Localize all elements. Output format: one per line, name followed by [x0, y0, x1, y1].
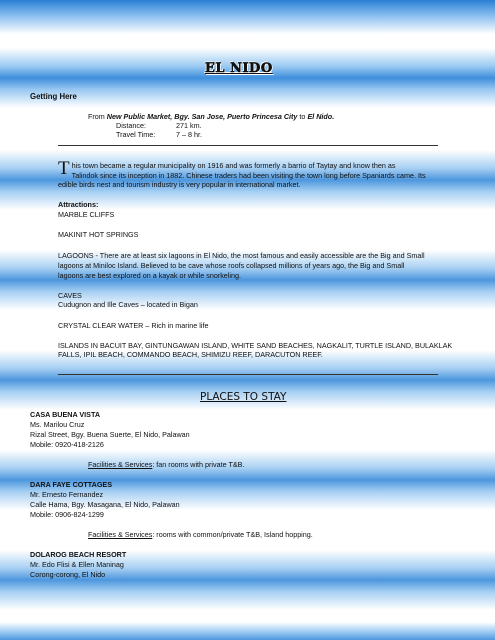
facilities-label: Facilities & Services — [88, 460, 153, 469]
divider-top — [58, 145, 438, 146]
page-title: EL NIDO — [205, 61, 273, 76]
intro-line-3: edible birds nest and tourism industry is very popular in international market. — [58, 180, 301, 190]
facilities-label: Facilities & Services — [88, 530, 153, 539]
place-contact: Mr. Edo Flisi & Ellen Maninag — [30, 560, 124, 569]
to-location: El Nido. — [307, 112, 335, 121]
intro-paragraph — [58, 158, 438, 190]
to-word: to — [297, 112, 308, 121]
distance-label: Distance: — [116, 121, 146, 130]
travel-time-value: 7 – 8 hr. — [176, 130, 202, 139]
lagoons-line-2: lagoons at Miniloc Island. Believed to be cave whose roofs collapsed millions of years ago, the Big and Small — [58, 261, 405, 270]
place-name: CASA BUENA VISTA — [30, 410, 101, 419]
attractions-heading: Attractions: — [58, 200, 99, 209]
divider-bottom — [58, 374, 438, 375]
place-name: DOLAROG BEACH RESORT — [30, 550, 127, 559]
getting-here-heading: Getting Here — [30, 92, 77, 101]
place-mobile: Mobile: 0906-824-1299 — [30, 510, 104, 519]
travel-time-label: Travel Time: — [116, 130, 156, 139]
intro-dropcap: T — [58, 158, 70, 179]
intro-line-1: his town became a regular municipality on 1916 and was formerly a barrio of Taytay and know then as — [71, 161, 396, 170]
islands-line-1: ISLANDS IN BACUIT BAY, GINTUNGAWAN ISLAND, WHITE SAND BEACHES, NAGKALIT, TURTLE ISLAND, BULAKLAK — [58, 341, 453, 350]
place-address: Rizal Street, Bgy. Buena Suerte, El Nido, Palawan — [30, 430, 190, 439]
intro-line-2: Talindok since its inception in 1882. Chinese traders had been visiting the town long before Spaniards came. Its — [71, 170, 426, 180]
facilities-text: : fan rooms with private T&B. — [152, 460, 245, 469]
attraction-caves: CAVES — [58, 291, 82, 300]
place-address: Corong-corong, El Nido — [30, 570, 106, 579]
attraction-crystal-water: CRYSTAL CLEAR WATER – Rich in marine life — [58, 321, 209, 330]
place-name: DARA FAYE COTTAGES — [30, 480, 112, 489]
place-mobile: Mobile: 0920-418-2126 — [30, 440, 104, 449]
place-facilities — [88, 460, 244, 470]
place-facilities — [88, 530, 313, 540]
caves-detail: Cudugnon and Ille Caves – located in Bigan — [58, 300, 198, 309]
place-contact: Ms. Marilou Cruz — [30, 420, 85, 429]
attraction-makinit-hot-springs: MAKINIT HOT SPRINGS — [58, 230, 139, 239]
place-address: Calle Hama, Bgy. Masagana, El Nido, Palawan — [30, 500, 180, 509]
from-location: New Public Market, Bgy. San Jose, Puerto Princesa City — [106, 112, 298, 121]
place-contact: Mr. Ernesto Fernandez — [30, 490, 104, 499]
islands-line-2: FALLS, IPIL BEACH, COMMANDO BEACH, SHIMIZU REEF, DARACUTON REEF. — [58, 350, 323, 359]
from-prefix: From — [88, 112, 107, 121]
attraction-marble-cliffs: MARBLE CLIFFS — [58, 210, 115, 219]
facilities-text: : rooms with common/private T&B, Island hopping. — [152, 530, 313, 539]
lagoons-line-1: LAGOONS - There are at least six lagoons in El Nido, the most famous and easily accessible are the Big and Small — [58, 251, 425, 260]
places-to-stay-title: PLACES TO STAY — [200, 391, 287, 403]
lagoons-line-3: lagoons are best explored on a kayak or while snorkeling. — [58, 271, 241, 280]
distance-value: 271 km. — [176, 121, 202, 130]
